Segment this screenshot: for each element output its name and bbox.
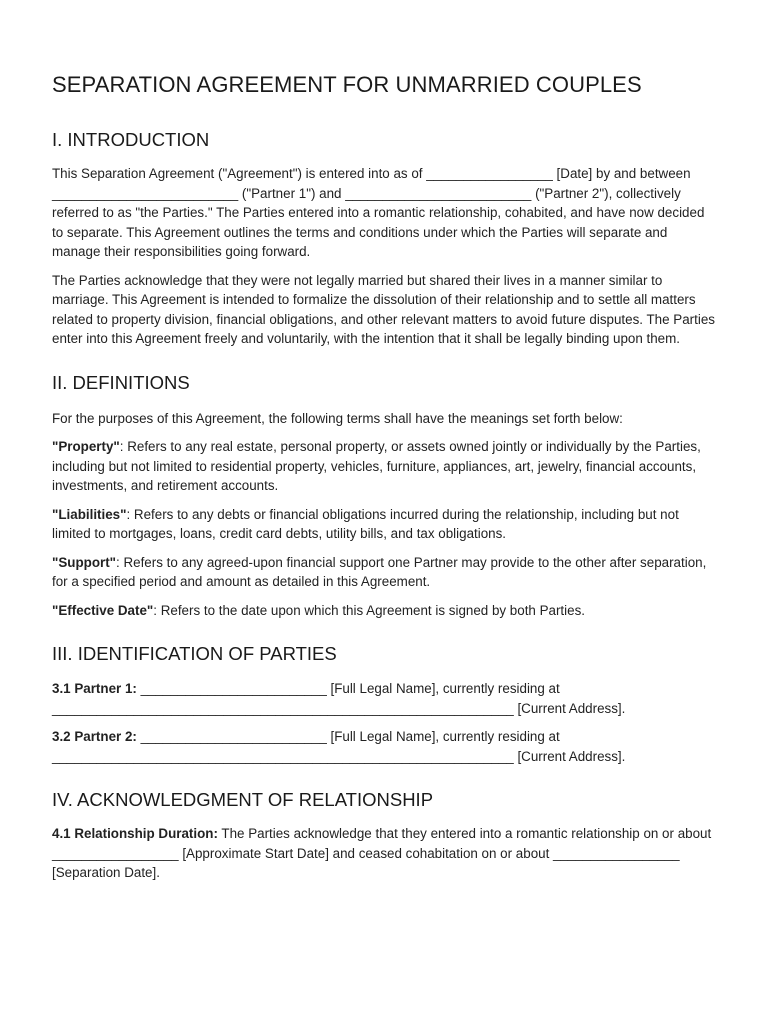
definition-text: : Refers to any agreed-upon financial support one Partner may provide to the other after separation, for a specified period and amount as detailed in this Agreement. [52,554,707,589]
definition-term: "Liabilities" [52,506,127,522]
clause-partner-2 [52,727,716,766]
document-title: SEPARATION AGREEMENT FOR UNMARRIED COUPLES [52,72,642,97]
introduction-paragraph-2: The Parties acknowledge that they were not legally married but shared their lives in a manner similar to marriage. This Agreement is intended to formalize the dissolution of their relationship and to settle all matters related to property division, financial obligations, and other relevant matters to avoid future disputes. The Parties enter into this Agreement freely and voluntarily, with the intention that it shall be legally binding upon them. [52,272,715,346]
definitions-intro: For the purposes of this Agreement, the following terms shall have the meanings set forth below: [52,410,623,426]
definition-text: : Refers to any debts or financial obligations incurred during the relationship, including but not limited to mortgages, loans, credit card debts, utility bills, and tax obligations. [52,506,679,541]
clause-label: 3.2 Partner 2: [52,729,137,744]
clause-relationship-duration [52,824,716,883]
definition-text: : Refers to any real estate, personal property, or assets owned jointly or individually by the Parties, including but not limited to residential property, vehicles, furniture, appliances, art, jewelry, financial accounts, investments, and retirement accounts. [52,439,701,493]
definition-liabilities [52,505,716,544]
section-heading-introduction: I. INTRODUCTION [52,129,210,150]
clause-label: 4.1 Relationship Duration: [52,826,218,841]
clause-label: 3.1 Partner 1: [52,681,137,696]
clause-text: _________________________ [Full Legal Name], currently residing at ______________________________________________________________ [Current Address]. [52,681,626,716]
introduction-paragraph-1: This Separation Agreement ("Agreement") is entered into as of _________________ [Date] by and between _________________________ ("Partner 1") and _________________________ ("Partner 2"), collectively referred to as "the Parties." The Parties entered into a romantic relationship, cohabited, and have now decided to separate. This Agreement outlines the terms and conditions under which the Parties will separate and manage their responsibilities going forward. [52,166,705,259]
section-heading-acknowledgment-of-relationship: IV. ACKNOWLEDGMENT OF RELATIONSHIP [52,789,434,810]
definition-effective-date [52,601,716,621]
clause-text: The Parties acknowledge that they entered into a romantic relationship on or about _________________ [Approximate Start Date] and ceased cohabitation on or about _________________ [Separation Date]. [52,826,712,880]
definition-support [52,553,716,592]
definition-property [52,437,716,496]
section-heading-identification-of-parties: III. IDENTIFICATION OF PARTIES [52,643,337,664]
definition-term: "Effective Date" [52,602,154,618]
definition-term: "Support" [52,554,117,570]
definition-text: : Refers to the date upon which this Agreement is signed by both Parties. [153,602,585,618]
clause-text: _________________________ [Full Legal Name], currently residing at ______________________________________________________________ [Current Address]. [52,729,626,764]
definition-term: "Property" [52,439,120,454]
section-heading-definitions: II. DEFINITIONS [52,371,190,393]
clause-partner-1 [52,679,716,718]
